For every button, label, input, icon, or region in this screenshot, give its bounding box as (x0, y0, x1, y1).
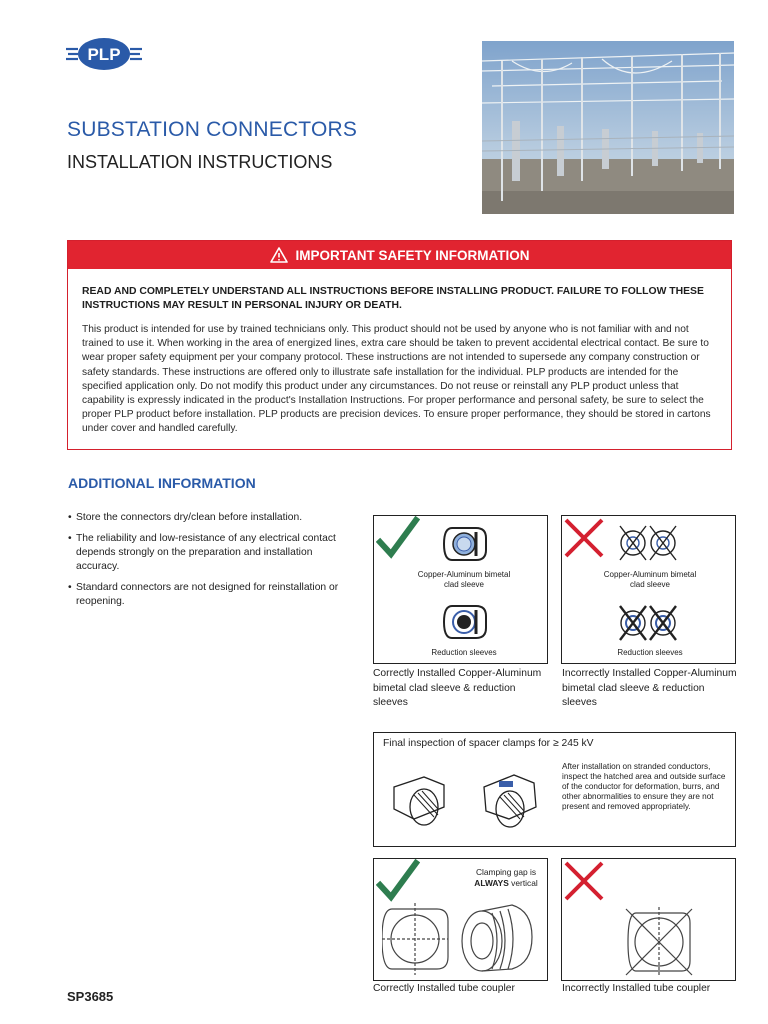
substation-photo (482, 41, 734, 214)
safety-information-box (67, 240, 732, 450)
correct-coupler-figure (373, 858, 548, 981)
sleeve-label: Copper-Aluminum bimetal clad sleeve (417, 570, 511, 589)
warning-icon (270, 247, 288, 263)
check-mark-icon (376, 859, 420, 903)
clamping-gap-note-line1: Clamping gap is (475, 867, 537, 877)
bimetal-sleeve-wrong-diagram (618, 524, 678, 562)
safety-header (68, 241, 731, 269)
check-mark-icon (376, 516, 420, 560)
additional-information-heading: ADDITIONAL INFORMATION (68, 475, 256, 491)
list-item: • Standard connectors are not designed for reinstallation or reopening. (68, 581, 358, 609)
svg-text:PLP: PLP (87, 45, 121, 64)
safety-body-text: This product is intended for use by trained technicians only. This product should not be used by anyone who is not familiar with and not trained to use it. When working in the area of energized lines, extra care should be taken to prevent accidental electrical contact. Be sure to wear proper safety equipment per your company protocol. These instructions are not intended to supersede any company construction or safety standards. These instructions are offered only to illustrate safe installation for the individual. PLP products are intended for the specified application only. Do not modify this product under any circumstances. Do not reuse or reinstall any PLP product unless that capability is expressly indicated in the product's Installation Instructions. For proper performance and personal safety, be sure to select the proper PLP product before installation. PLP products are precision devices. To ensure proper performance, they should be stored in cartons under cover and handled carefully. (82, 324, 711, 435)
incorrect-coupler-figure (561, 858, 736, 981)
correct-coupler-caption: Correctly Installed tube coupler (373, 983, 515, 994)
spacer-clamp-text: After installation on stranded conductors, inspect the hatched area and outside surface of the conductor for deformation, burrs, and other abnormalities to ensure they are not present and removed appropriately. (562, 762, 726, 811)
additional-information-list (68, 511, 358, 616)
correct-sleeves-caption: Correctly Installed Copper-Aluminum bimetal clad sleeve & reduction sleeves (373, 668, 542, 708)
tube-coupler-diagram (382, 901, 542, 977)
spacer-clamp-diagram (384, 767, 544, 837)
page-subtitle: INSTALLATION INSTRUCTIONS (67, 152, 333, 172)
document-code: SP3685 (67, 989, 114, 1004)
safety-heading: IMPORTANT SAFETY INFORMATION (295, 247, 530, 263)
reduction-sleeve-wrong-diagram (618, 604, 678, 642)
spacer-clamp-title: Final inspection of spacer clamps for ≥ 245 kV (383, 738, 594, 749)
sleeve-label: Copper-Aluminum bimetal clad sleeve (603, 570, 697, 589)
incorrect-coupler-caption: Incorrectly Installed tube coupler (562, 983, 711, 994)
incorrect-sleeves-figure (561, 515, 736, 664)
clamping-gap-note-strong: ALWAYS (474, 877, 509, 888)
plp-logo (64, 36, 144, 72)
bimetal-sleeve-diagram (440, 524, 490, 564)
safety-warning-text: READ AND COMPLETELY UNDERSTAND ALL INSTRUCTIONS BEFORE INSTALLING PRODUCT. FAILURE TO FOLLOW THESE INSTRUCTIONS MAY RESULT IN PERSONAL INJURY OR DEATH. (82, 286, 704, 311)
cross-mark-icon (562, 859, 606, 903)
correct-sleeves-figure (373, 515, 548, 664)
clamping-gap-note (466, 867, 546, 888)
cross-mark-icon (562, 516, 606, 560)
reduction-label: Reduction sleeves (431, 648, 497, 657)
clamping-gap-note-tail: vertical (508, 877, 538, 888)
incorrect-sleeves-caption: Incorrectly Installed Copper-Aluminum bimetal clad sleeve & reduction sleeves (562, 668, 737, 708)
list-item: • Store the connectors dry/clean before installation. (68, 511, 358, 525)
page-title: SUBSTATION CONNECTORS (67, 118, 358, 141)
tube-coupler-wrong-diagram (624, 907, 694, 977)
list-item: • The reliability and low-resistance of any electrical contact depends strongly on the preparation and installation accuracy. (68, 532, 358, 574)
spacer-clamp-inspection-figure (373, 732, 736, 847)
reduction-sleeve-diagram (440, 602, 490, 642)
reduction-label: Reduction sleeves (617, 648, 683, 657)
